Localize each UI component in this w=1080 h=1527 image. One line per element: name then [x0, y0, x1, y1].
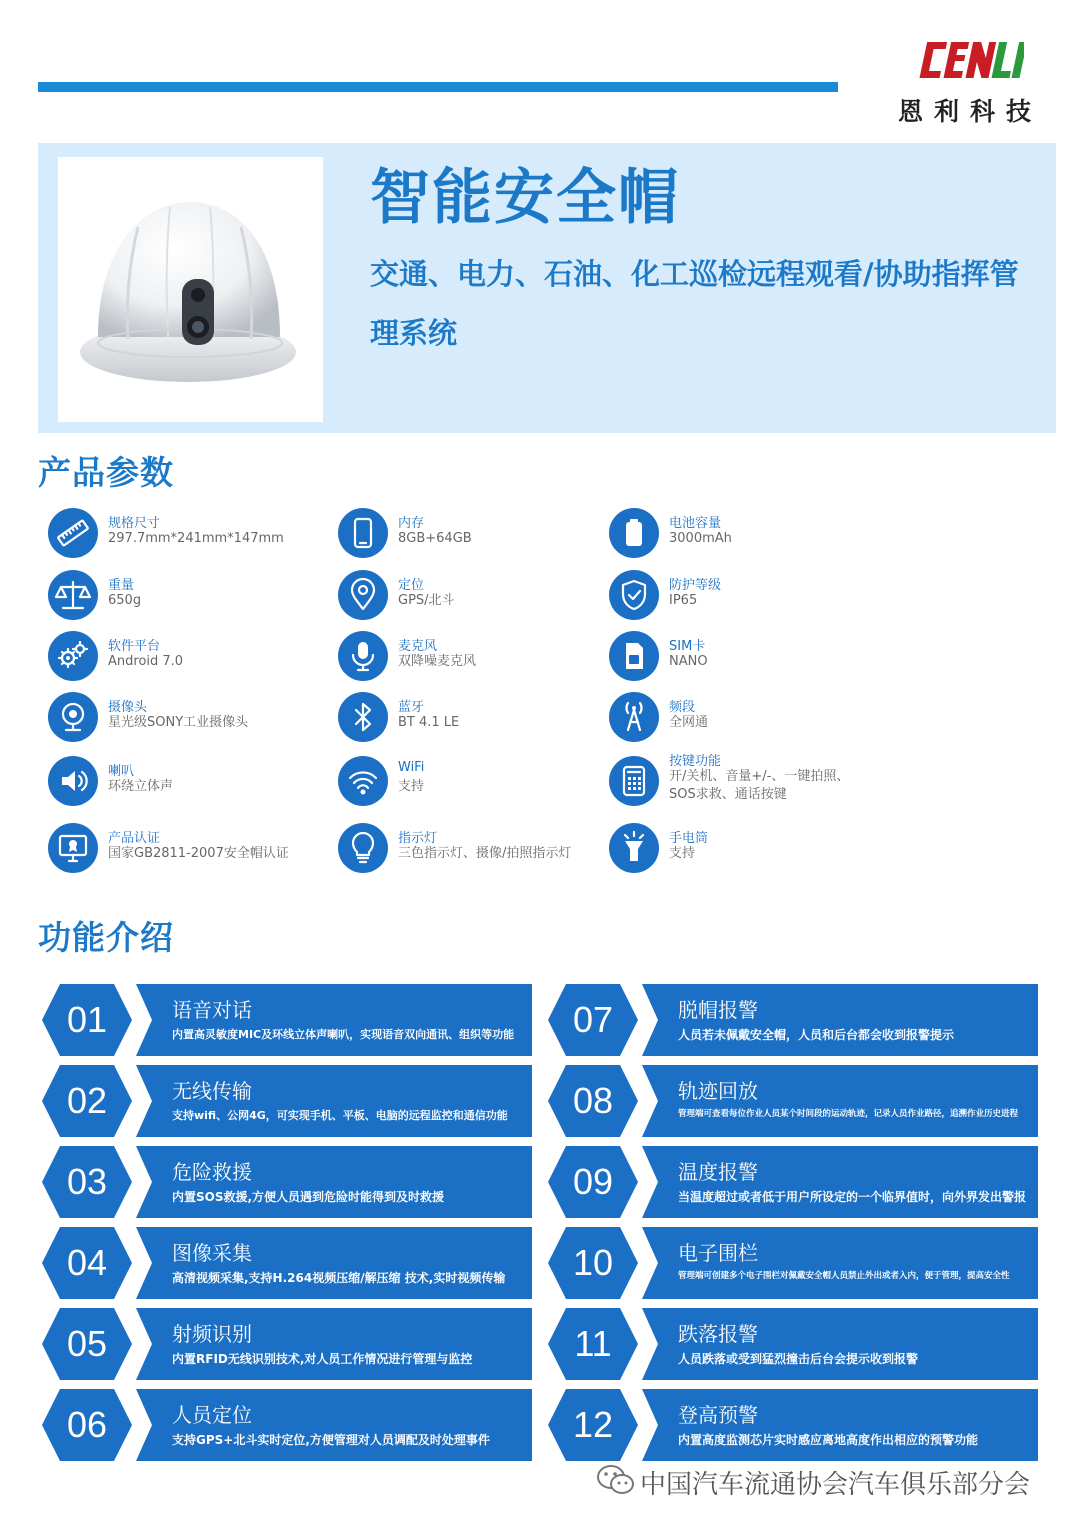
spec-value: Android 7.0: [108, 654, 184, 669]
wifi-icon: [338, 756, 388, 806]
battery-icon: [609, 508, 659, 558]
feature-number-badge: [42, 1146, 132, 1218]
ruler-icon: [48, 508, 98, 558]
flashlight-icon: [609, 823, 659, 873]
feature-item: [548, 1146, 1038, 1218]
feature-title: 语音对话: [172, 998, 252, 1022]
spec-item: [338, 631, 598, 681]
spec-item: [338, 692, 598, 742]
spec-value: 开/关机、音量+/-、一键拍照、: [669, 769, 850, 784]
scale-icon: [48, 570, 98, 620]
feature-number-badge: [548, 1389, 638, 1461]
feature-number: 06: [66, 1404, 108, 1445]
spec-value: 国家GB2811-2007安全帽认证: [108, 846, 289, 861]
feature-title: 危险救援: [172, 1160, 252, 1184]
feature-number: 05: [66, 1323, 108, 1364]
feature-number: 08: [572, 1080, 614, 1121]
spec-name: 重量: [108, 578, 135, 593]
feature-number: 02: [66, 1080, 108, 1121]
feature-item: [548, 1227, 1038, 1299]
feature-description: 内置SOS救援,方便人员遇到危险时能得到及时救援: [172, 1190, 445, 1204]
specs-heading: 产品参数: [38, 453, 174, 492]
spec-item: [338, 823, 598, 873]
spec-item: [609, 823, 869, 873]
spec-value: 星光级SONY工业摄像头: [108, 715, 249, 730]
spec-name: 产品认证: [108, 831, 161, 846]
feature-item: [548, 1389, 1038, 1461]
feature-title: 温度报警: [678, 1160, 758, 1184]
spec-value: 全网通: [669, 715, 709, 730]
hero-panel: [38, 143, 1056, 433]
spec-value-line2: SOS求救、通话按键: [669, 787, 787, 802]
feature-item: [42, 1065, 532, 1137]
feature-number-badge: [42, 1227, 132, 1299]
feature-title: 射频识别: [172, 1322, 252, 1346]
feature-description: 内置高度监测芯片实时感应离地高度作出相应的预警功能: [678, 1433, 979, 1447]
spec-value: 支持: [669, 846, 696, 861]
feature-description: 支持wifi、公网4G，可实现手机、平板、电脑的远程监控和通信功能: [172, 1109, 508, 1122]
feature-number: 12: [572, 1404, 614, 1445]
feature-title: 跌落报警: [678, 1322, 758, 1346]
feature-number-badge: [548, 984, 638, 1056]
feature-number: 11: [574, 1323, 612, 1364]
feature-number-badge: [548, 1227, 638, 1299]
feature-number: 07: [572, 999, 614, 1040]
feature-description: 支持GPS+北斗实时定位,方便管理对人员调配及时处理事件: [172, 1433, 490, 1447]
safety-helmet-image: [58, 157, 323, 422]
feature-number: 04: [66, 1242, 108, 1283]
location-pin-icon: [338, 570, 388, 620]
spec-item: [609, 631, 869, 681]
feature-item: [548, 1065, 1038, 1137]
spec-item: [609, 756, 869, 806]
spec-name: 麦克风: [398, 639, 438, 654]
spec-item: [48, 631, 308, 681]
shield-icon: [609, 570, 659, 620]
helmet-photo: [58, 157, 323, 422]
feature-title: 登高预警: [678, 1403, 758, 1427]
feature-number-badge: [42, 1389, 132, 1461]
spec-item: [48, 508, 308, 558]
feature-description: 管理端可查看每位作业人员某个时间段的运动轨迹，记录人员作业路径，追溯作业历史进程: [678, 1109, 1019, 1119]
spec-name: 软件平台: [108, 639, 161, 654]
spec-name: 按键功能: [669, 754, 722, 769]
feature-number-badge: [548, 1308, 638, 1380]
cenli-logo-mark: [914, 38, 1024, 82]
spec-item: [338, 508, 598, 558]
product-title: 智能安全帽: [370, 163, 680, 233]
sim-card-icon: [609, 631, 659, 681]
wechat-icon: [596, 1463, 636, 1497]
header-accent-bar: [38, 82, 838, 92]
feature-item: [42, 1389, 532, 1461]
signal-tower-icon: [609, 692, 659, 742]
brand-name: 恩利科技: [897, 97, 1042, 126]
feature-number-badge: [42, 1308, 132, 1380]
feature-number: 10: [572, 1242, 614, 1283]
spec-item: [609, 570, 869, 620]
features-heading: 功能介绍: [38, 918, 174, 957]
feature-number-badge: [42, 984, 132, 1056]
watermark-text: 中国汽车流通协会汽车俱乐部分会: [640, 1470, 1031, 1500]
spec-value: NANO: [669, 654, 708, 669]
speaker-icon: [48, 756, 98, 806]
spec-value: 三色指示灯、摄像/拍照指示灯: [398, 846, 572, 861]
feature-description: 人员若未佩戴安全帽，人员和后台都会收到报警提示: [678, 1028, 955, 1042]
spec-name: 电池容量: [669, 516, 722, 531]
spec-value: 8GB+64GB: [398, 531, 472, 546]
spec-value: 3000mAh: [669, 531, 732, 546]
feature-item: [548, 984, 1038, 1056]
spec-value: 支持: [398, 779, 425, 794]
spec-value: IP65: [669, 593, 698, 608]
spec-name: WiFi: [398, 760, 425, 775]
feature-item: [42, 1308, 532, 1380]
feature-item: [548, 1308, 1038, 1380]
feature-description: 管理端可创建多个电子围栏对佩戴安全帽人员禁止外出或者入内，便于管理，提高安全性: [678, 1271, 1010, 1281]
spec-name: 内存: [398, 516, 425, 531]
spec-name: 蓝牙: [398, 700, 425, 715]
feature-number-badge: [42, 1065, 132, 1137]
spec-item: [48, 692, 308, 742]
feature-number-badge: [548, 1146, 638, 1218]
feature-title: 人员定位: [172, 1403, 252, 1427]
feature-description: 内置RFID无线识别技术,对人员工作情况进行管理与监控: [172, 1352, 473, 1366]
feature-item: [42, 1146, 532, 1218]
feature-title: 轨迹回放: [678, 1079, 758, 1103]
webcam-icon: [48, 692, 98, 742]
spec-value: 双降噪麦克风: [398, 654, 477, 669]
certificate-monitor-icon: [48, 823, 98, 873]
feature-title: 无线传输: [172, 1079, 252, 1103]
microphone-icon: [338, 631, 388, 681]
spec-item: [48, 823, 308, 873]
feature-description: 内置高灵敏度MIC及环线立体声喇叭，实现语音双向通讯、组织等功能: [172, 1028, 515, 1041]
feature-item: [42, 984, 532, 1056]
phone-icon: [338, 508, 388, 558]
lightbulb-icon: [338, 823, 388, 873]
spec-item: [609, 692, 869, 742]
feature-description: 当温度超过或者低于用户所设定的一个临界值时，向外界发出警报: [678, 1190, 1027, 1204]
feature-title: 图像采集: [172, 1241, 252, 1265]
spec-value: 650g: [108, 593, 142, 608]
feature-number: 01: [66, 999, 108, 1040]
product-subtitle: 交通、电力、石油、化工巡检远程观看/协助指挥管理系统: [370, 257, 1019, 350]
spec-name: 防护等级: [669, 578, 722, 593]
spec-name: 频段: [669, 700, 696, 715]
spec-name: 定位: [398, 578, 425, 593]
spec-value: GPS/北斗: [398, 593, 455, 608]
spec-item: [338, 756, 598, 806]
spec-name: 喇叭: [108, 764, 135, 779]
spec-item: [48, 756, 308, 806]
brand-logo: [890, 38, 1050, 128]
gears-icon: [48, 631, 98, 681]
feature-number: 03: [66, 1161, 108, 1202]
spec-name: 规格尺寸: [108, 516, 161, 531]
feature-description: 高清视频采集,支持H.264视频压缩/解压缩 技术,实时视频传输: [172, 1271, 506, 1285]
feature-number-badge: [548, 1065, 638, 1137]
spec-name: 摄像头: [108, 700, 148, 715]
feature-title: 电子围栏: [678, 1241, 758, 1265]
feature-description: 人员跌落或受到猛烈撞击后台会提示收到报警: [678, 1352, 919, 1366]
spec-value: 297.7mm*241mm*147mm: [108, 531, 284, 546]
feature-number: 09: [572, 1161, 614, 1202]
spec-item: [48, 570, 308, 620]
feature-title: 脱帽报警: [678, 998, 758, 1022]
spec-value: 环绕立体声: [108, 779, 174, 794]
spec-name: SIM卡: [669, 639, 706, 654]
feature-item: [42, 1227, 532, 1299]
spec-item: [338, 570, 598, 620]
spec-name: 指示灯: [398, 831, 438, 846]
bluetooth-icon: [338, 692, 388, 742]
spec-value: BT 4.1 LE: [398, 715, 460, 730]
spec-item: [609, 508, 869, 558]
spec-name: 手电筒: [669, 831, 709, 846]
keypad-icon: [609, 756, 659, 806]
